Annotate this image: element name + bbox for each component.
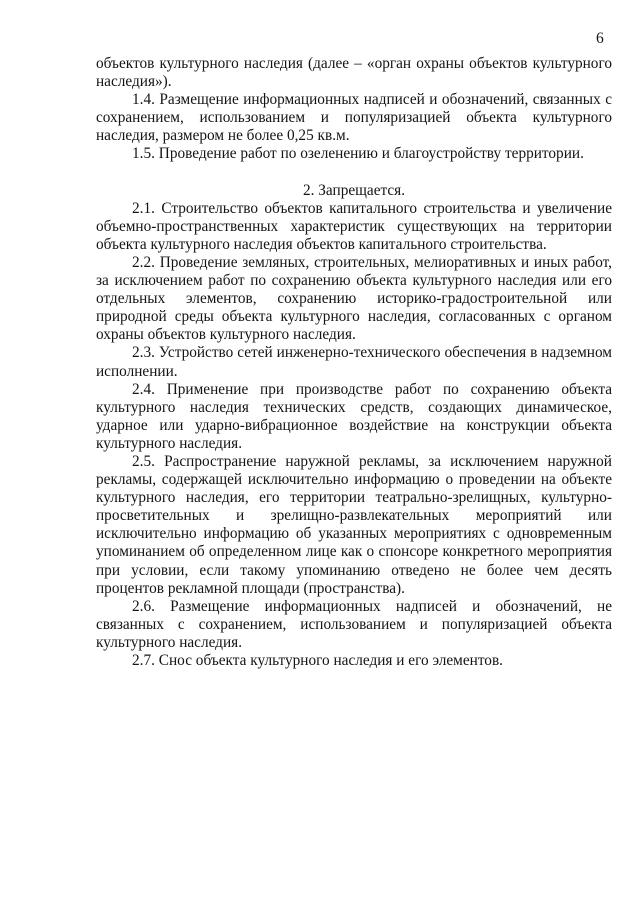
section-heading: 2. Запрещается.	[302, 181, 406, 199]
paragraph-2-3: 2.3. Устройство сетей инженерно-технического обеспечения в надземном исполнении.	[96, 344, 612, 380]
paragraph-2-7: 2.7. Снос объекта культурного наследия и его элементов.	[132, 652, 503, 669]
paragraph-1-5: 1.5. Проведение работ по озеленению и благоустройству территории.	[132, 145, 584, 163]
page-number: 6	[596, 30, 604, 47]
paragraph-2-4: 2.4. Применение при производстве работ по сохранению объекта культурного наследия технических средств, создающих динамическое, ударное или ударно-вибрационное воздействие на конструкции объекта культурного наследия.	[96, 380, 612, 452]
paragraph-2-2: 2.2. Проведение земляных, строительных, мелиоративных и иных работ, за исключением работ по сохранению объекта культурного наследия или его отдельных элементов, сохранению историко-градостроительной или природной среды объекта культурного наследия, согласованных с органом охраны объектов культурного наследия.	[96, 253, 612, 344]
paragraph-2-1: 2.1. Строительство объектов капитального строительства и увеличение объемно-пространственных характеристик существующих на территории объекта культурного наследия объектов капитального строительства.	[96, 199, 612, 253]
paragraph-continuation: объектов культурного наследия (далее – «орган охраны объектов культурного наследия»).	[96, 55, 612, 91]
paragraph-1-4: 1.4. Размещение информационных надписей и обозначений, связанных с сохранением, использованием и популяризацией объекта культурного наследия, размером не более 0,25 кв.м.	[96, 91, 612, 145]
document-body	[96, 55, 612, 670]
paragraph-2-5: 2.5. Распространение наружной рекламы, за исключением наружной рекламы, содержащей исключительно информацию о проведении на объекте культурного наследия, его территории театрально-зрелищных, культурно-просветительных и зрелищно-развлекательных мероприятий или исключительно информацию об указанных мероприятиях с одновременным упоминанием об определенном лице как о спонсоре конкретного мероприятия при условии, если такому упоминанию отведено не более чем десять процентов рекламной площади (пространства).	[96, 452, 612, 597]
paragraph-2-6: 2.6. Размещение информационных надписей и обозначений, не связанных с сохранением, использованием и популяризацией объекта культурного наследия.	[96, 597, 612, 651]
